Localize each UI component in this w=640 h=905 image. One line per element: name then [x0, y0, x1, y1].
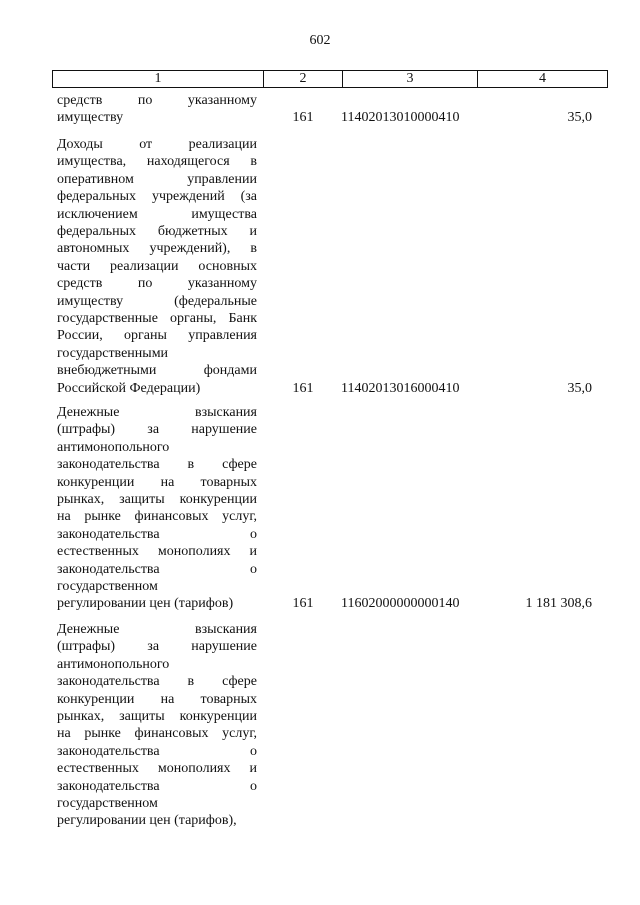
description-line: имуществу: [57, 110, 124, 126]
description-line: государственными: [57, 345, 169, 361]
description-line: государственные органы, Банк: [57, 311, 257, 327]
description-line: конкуренции на товарных: [57, 691, 257, 707]
kbk-code: 11402013016000410: [341, 380, 460, 396]
description-line: законодательства о: [57, 778, 257, 794]
description-line: естественных монополиях и: [57, 761, 257, 777]
page-number: 602: [309, 33, 331, 48]
description-line: имущества, находящегося в: [57, 154, 257, 170]
description-line: средств по указанному: [57, 93, 257, 108]
admin-code: 161: [292, 110, 314, 126]
description-line: России, органы управления: [57, 328, 257, 344]
description-line: автономных учреждений), в: [57, 241, 257, 257]
row-description: [57, 621, 257, 830]
row-description: [57, 404, 257, 613]
header-col-1: 1: [53, 71, 264, 87]
kbk-code: 11402013010000410: [341, 110, 460, 126]
amount-value: 1 181 308,6: [525, 596, 592, 612]
description-line: федеральных бюджетных и: [57, 224, 257, 240]
description-line: федеральных учреждений (за: [57, 189, 257, 205]
description-line: естественных монополиях и: [57, 544, 257, 560]
description-line: исключением имущества: [57, 206, 257, 222]
kbk-code: 11602000000000140: [341, 596, 460, 612]
description-line: Денежные взыскания: [57, 405, 257, 420]
description-line: (штрафы) за нарушение: [57, 422, 257, 438]
description-line: имуществу (федеральные: [57, 293, 257, 309]
description-line: конкуренции на товарных: [57, 474, 257, 490]
description-line: части реализации основных: [57, 258, 257, 274]
description-line: законодательства о: [57, 743, 257, 759]
description-line: законодательства в сфере: [57, 457, 257, 473]
admin-code: 161: [292, 380, 314, 396]
description-line: средств по указанному: [57, 276, 257, 292]
description-line: (штрафы) за нарушение: [57, 639, 257, 655]
description-line: рынках, защиты конкуренции: [57, 492, 257, 508]
description-line: законодательства о: [57, 526, 257, 542]
description-line: государственном: [57, 579, 158, 595]
row-description: [57, 136, 257, 397]
description-line: Денежные взыскания: [57, 622, 257, 637]
description-line: Российской Федерации): [57, 380, 201, 396]
description-line: внебюджетными фондами: [57, 363, 257, 379]
amount-value: 35,0: [567, 110, 592, 126]
header-col-3: 3: [343, 71, 478, 87]
description-line: законодательства о: [57, 561, 257, 577]
row-description: [57, 92, 257, 127]
header-col-2: 2: [264, 71, 343, 87]
description-line: оперативном управлении: [57, 171, 257, 187]
description-line: регулировании цен (тарифов),: [57, 813, 237, 829]
description-line: антимонопольного: [57, 439, 170, 455]
description-line: на рынке финансовых услуг,: [57, 726, 257, 742]
description-line: регулировании цен (тарифов): [57, 596, 234, 612]
description-line: законодательства в сфере: [57, 674, 257, 690]
description-line: Доходы от реализации: [57, 137, 257, 152]
admin-code: 161: [292, 596, 314, 612]
description-line: рынках, защиты конкуренции: [57, 709, 257, 725]
description-line: государственном: [57, 796, 158, 812]
header-col-4: 4: [539, 71, 546, 86]
description-line: антимонопольного: [57, 656, 170, 672]
description-line: на рынке финансовых услуг,: [57, 509, 257, 525]
table-header: [52, 70, 608, 88]
amount-value: 35,0: [567, 380, 592, 396]
